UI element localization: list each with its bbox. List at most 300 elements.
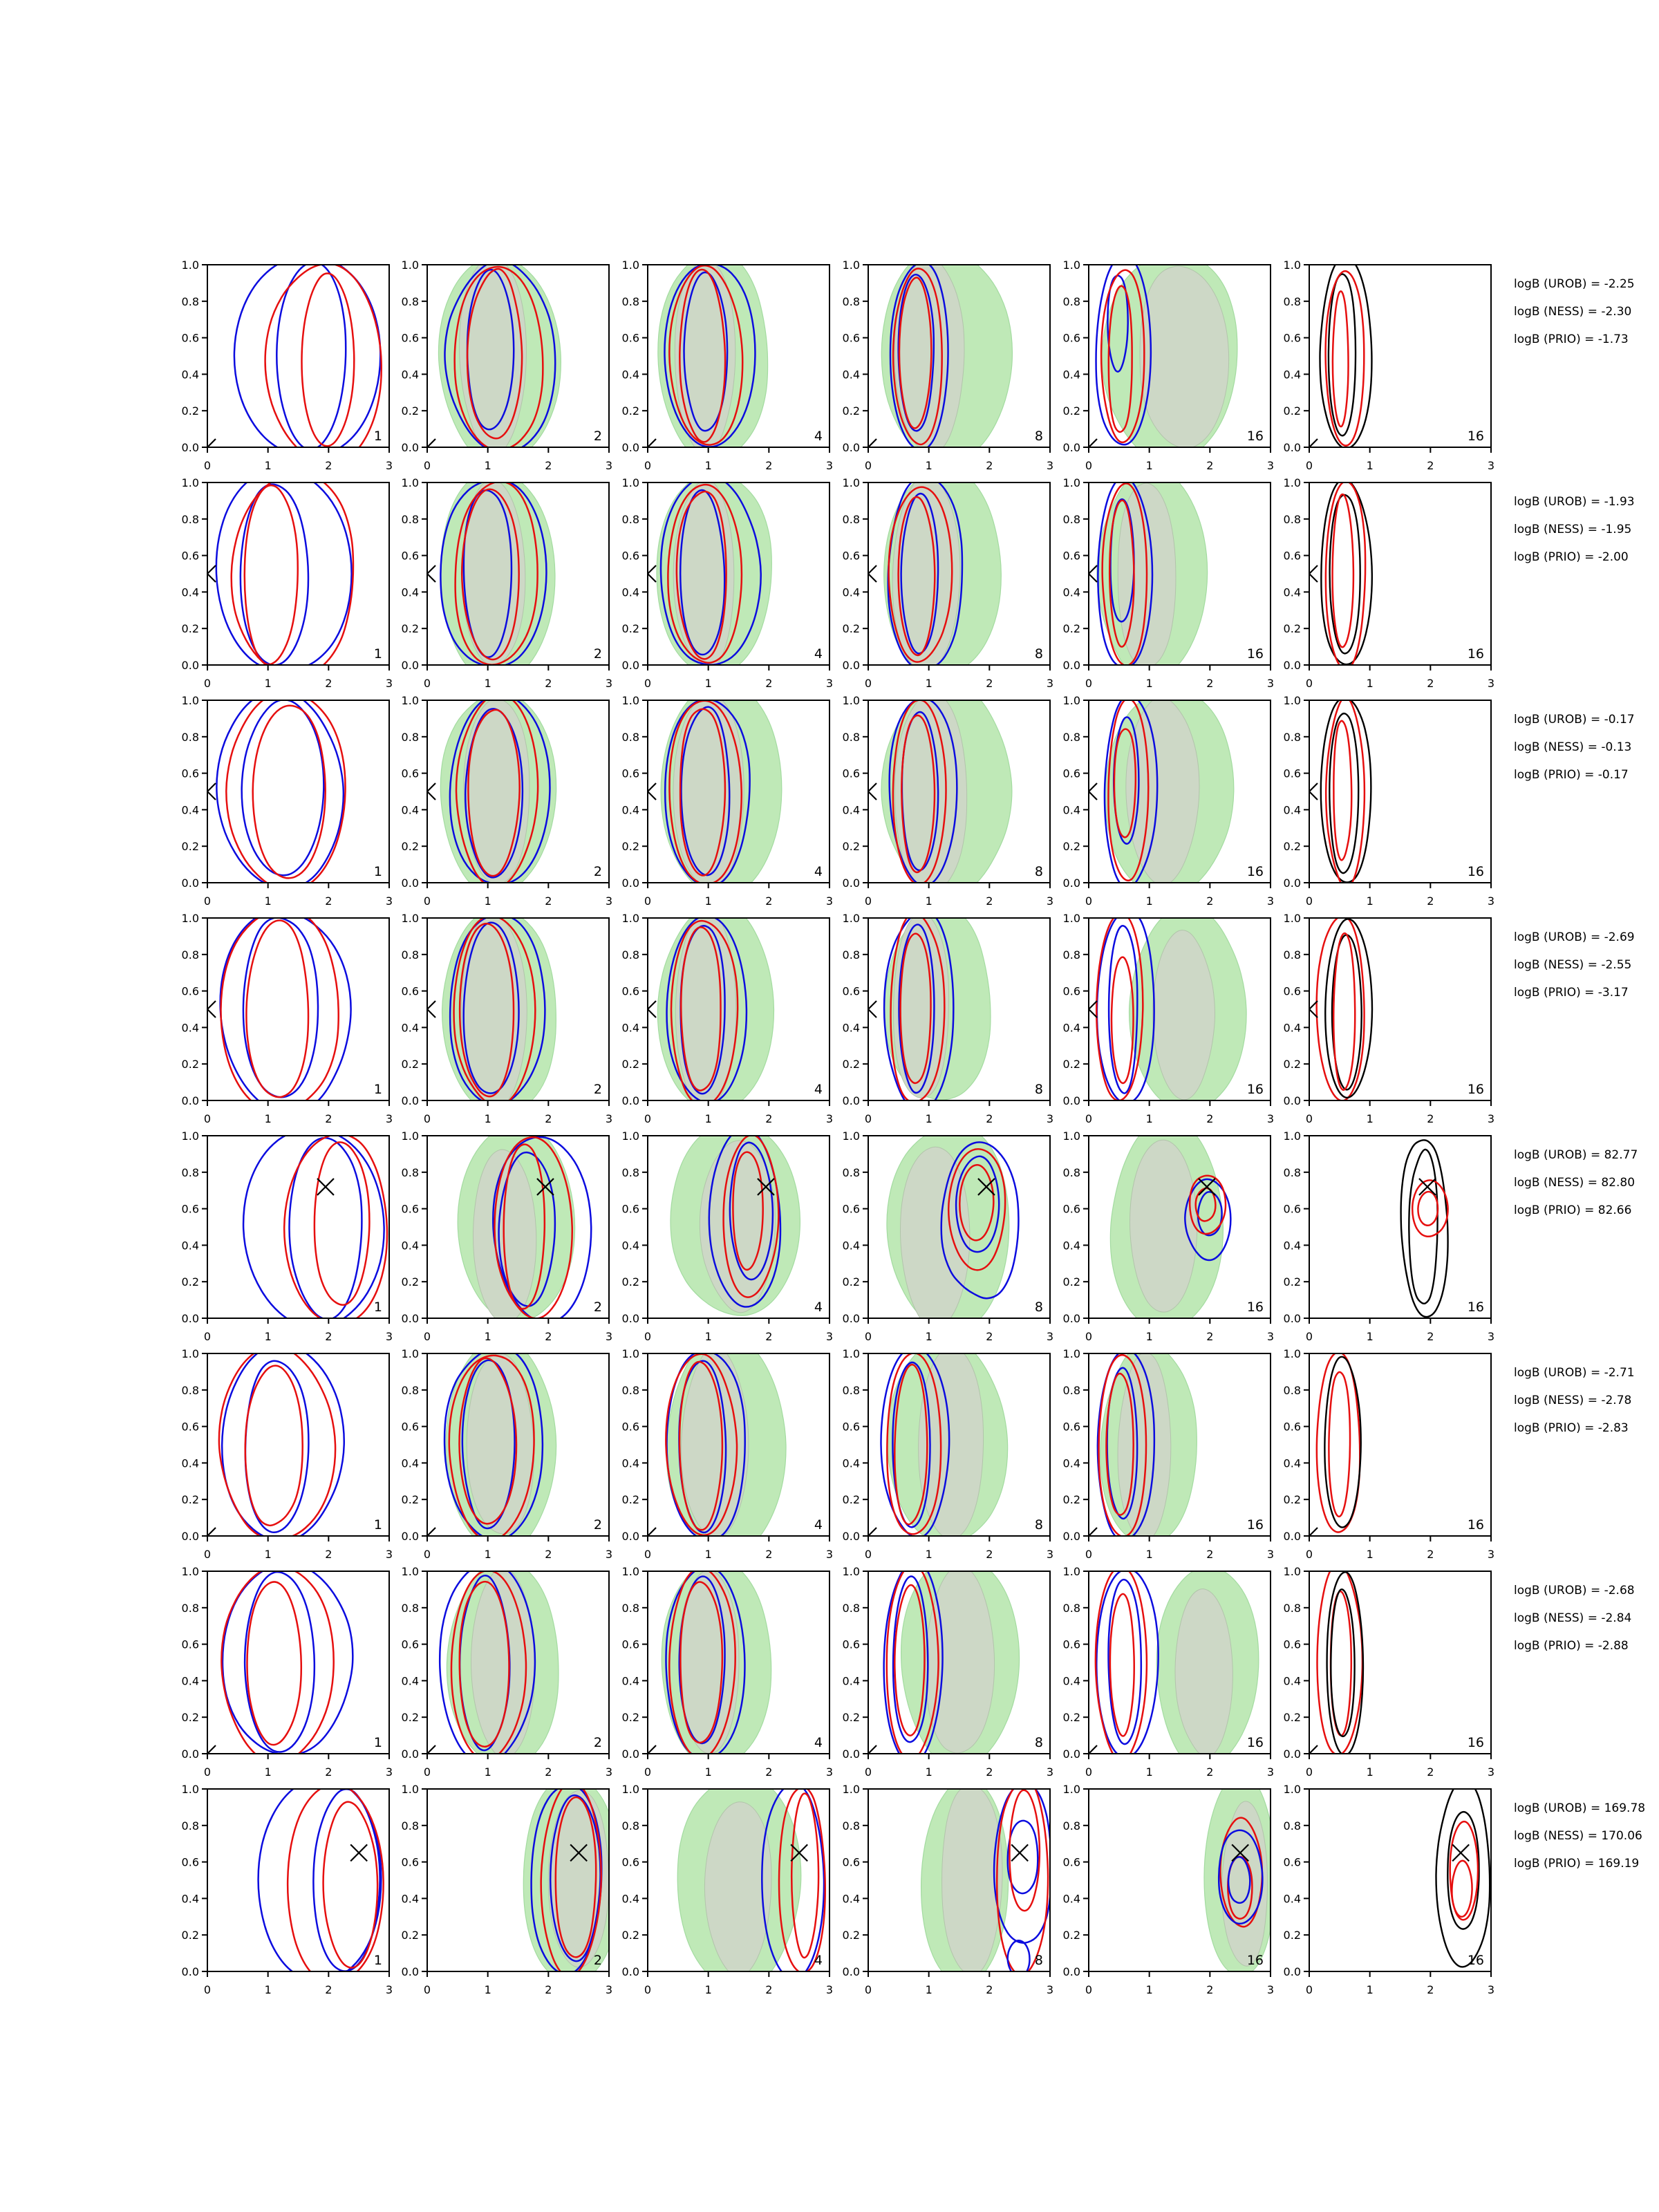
y-tick-label: 0.6 — [1062, 1202, 1080, 1216]
column-count-label: 2 — [593, 1953, 602, 1968]
y-tick-label: 0.2 — [842, 1275, 860, 1289]
subplot-r3c2 — [387, 691, 620, 916]
x-tick-label: 1 — [704, 1983, 712, 1996]
contour-red — [1329, 1372, 1350, 1517]
logb-line: logB (PRIO) = -0.17 — [1514, 768, 1629, 782]
x-tick-label: 3 — [1266, 677, 1275, 690]
column-count-label: 16 — [1467, 429, 1484, 444]
y-tick-label: 0.4 — [1283, 1674, 1301, 1688]
x-tick-label: 1 — [925, 894, 932, 908]
x-tick-label: 0 — [203, 1765, 212, 1779]
y-tick-label: 0.0 — [181, 877, 199, 890]
logb-line: logB (NESS) = 170.06 — [1514, 1829, 1642, 1843]
y-tick-label: 0.6 — [401, 1638, 419, 1651]
x-tick-label: 2 — [1206, 1983, 1214, 1996]
y-tick-label: 0.6 — [1283, 1202, 1301, 1216]
x-tick-label: 3 — [1046, 1983, 1054, 1996]
y-tick-label: 1.0 — [1062, 1783, 1080, 1796]
column-count-label: 16 — [1246, 429, 1264, 444]
column-count-label: 16 — [1467, 1082, 1484, 1097]
y-tick-label: 1.0 — [621, 1783, 639, 1796]
x-tick-label: 1 — [264, 1330, 272, 1343]
subplot-r5c4 — [825, 1126, 1061, 1351]
x-tick-label: 2 — [545, 1112, 552, 1125]
x-tick-label: 2 — [765, 677, 773, 690]
y-tick-label: 0.6 — [842, 1420, 860, 1434]
y-tick-label: 0.2 — [181, 1493, 199, 1507]
subplot-r2c3 — [605, 473, 841, 698]
contour-red — [1418, 1192, 1438, 1226]
x-tick-label: 0 — [203, 1548, 212, 1561]
y-tick-label: 0.0 — [401, 1965, 419, 1978]
subplot-r4c4 — [825, 908, 1061, 1134]
y-tick-label: 0.8 — [842, 1165, 860, 1179]
y-tick-label: 0.2 — [181, 840, 199, 854]
logb-line: logB (PRIO) = 169.19 — [1514, 1857, 1640, 1871]
y-tick-label: 0.8 — [1283, 1165, 1301, 1179]
x-tick-label: 0 — [203, 1112, 212, 1125]
x-tick-label: 2 — [765, 894, 773, 908]
y-tick-label: 1.0 — [1283, 912, 1301, 925]
y-tick-label: 0.8 — [1283, 1383, 1301, 1397]
x-tick-label: 2 — [545, 1765, 552, 1779]
y-tick-label: 0.8 — [401, 948, 419, 962]
credible-band-inner — [673, 695, 744, 889]
x-tick-label: 2 — [325, 1548, 332, 1561]
x-tick-label: 3 — [385, 677, 393, 690]
y-tick-label: 0.4 — [1283, 585, 1301, 599]
x-tick-label: 3 — [385, 1765, 393, 1779]
logb-line: logB (UROB) = -1.93 — [1514, 495, 1635, 509]
column-count-label: 1 — [373, 1300, 382, 1315]
y-tick-label: 0.0 — [181, 1530, 199, 1543]
y-tick-label: 0.0 — [181, 1094, 199, 1107]
y-tick-label: 0.2 — [1283, 622, 1301, 636]
y-tick-label: 0.2 — [842, 1058, 860, 1071]
y-tick-label: 0.6 — [842, 1638, 860, 1651]
subplot-r7c2 — [387, 1562, 620, 1787]
y-tick-label: 0.0 — [621, 1530, 639, 1543]
y-tick-label: 0.2 — [401, 622, 419, 636]
y-tick-label: 1.0 — [181, 476, 199, 489]
contour-blue — [242, 700, 324, 875]
y-tick-label: 0.0 — [1062, 659, 1080, 672]
column-count-label: 4 — [814, 1953, 823, 1968]
x-tick-label: 3 — [1046, 1330, 1054, 1343]
y-tick-label: 0.0 — [181, 1965, 199, 1978]
truth-marker-x — [317, 1179, 334, 1195]
logb-line: logB (NESS) = -2.30 — [1514, 305, 1632, 319]
subplot-r2c4 — [825, 473, 1061, 698]
contour-red — [1333, 933, 1355, 1090]
y-tick-label: 0.6 — [1062, 331, 1080, 345]
y-tick-label: 0.4 — [621, 1021, 639, 1035]
x-tick-label: 3 — [825, 1112, 834, 1125]
y-tick-label: 0.8 — [1062, 948, 1080, 962]
y-tick-label: 0.2 — [1062, 1275, 1080, 1289]
x-tick-label: 0 — [1085, 1330, 1093, 1343]
y-tick-label: 0.2 — [181, 1275, 199, 1289]
subplot-r5c5 — [1046, 1126, 1282, 1351]
logb-line: logB (NESS) = -1.95 — [1514, 523, 1632, 536]
subplot-r1c3 — [605, 255, 841, 480]
logb-line: logB (PRIO) = -2.83 — [1514, 1421, 1629, 1435]
y-tick-label: 0.2 — [401, 1493, 419, 1507]
x-tick-label: 2 — [1427, 1983, 1434, 1996]
column-count-label: 16 — [1246, 864, 1264, 879]
y-tick-label: 0.4 — [842, 1456, 860, 1470]
x-tick-label: 3 — [825, 1330, 834, 1343]
contour-blue — [222, 1344, 344, 1541]
x-tick-label: 1 — [1145, 1112, 1153, 1125]
y-tick-label: 0.4 — [621, 585, 639, 599]
column-count-label: 4 — [814, 1735, 823, 1750]
y-tick-label: 0.2 — [1283, 1058, 1301, 1071]
column-count-label: 4 — [814, 1300, 823, 1315]
x-tick-label: 1 — [1366, 894, 1374, 908]
x-tick-label: 0 — [644, 1548, 652, 1561]
x-tick-label: 0 — [423, 677, 431, 690]
y-tick-label: 0.2 — [621, 840, 639, 854]
logb-values-row-6 — [1514, 1359, 1635, 1442]
y-tick-label: 0.8 — [621, 512, 639, 526]
x-tick-label: 0 — [644, 1765, 652, 1779]
y-tick-label: 0.6 — [401, 331, 419, 345]
x-tick-label: 2 — [765, 1983, 773, 1996]
y-tick-label: 0.6 — [181, 767, 199, 780]
y-tick-label: 0.2 — [1062, 1711, 1080, 1725]
column-count-label: 16 — [1246, 1517, 1264, 1533]
x-tick-label: 0 — [1085, 1112, 1093, 1125]
contour-red — [221, 909, 338, 1112]
y-tick-label: 0.2 — [1283, 840, 1301, 854]
x-tick-label: 1 — [264, 1112, 272, 1125]
y-tick-label: 0.0 — [1283, 1747, 1301, 1761]
y-tick-label: 0.0 — [842, 441, 860, 454]
y-tick-label: 0.4 — [181, 1674, 199, 1688]
column-count-label: 16 — [1246, 1735, 1264, 1750]
subplot-r5c1 — [167, 1126, 400, 1351]
y-tick-label: 0.0 — [401, 877, 419, 890]
y-tick-label: 0.2 — [401, 1275, 419, 1289]
x-tick-label: 3 — [605, 1765, 613, 1779]
x-tick-label: 0 — [1305, 1112, 1313, 1125]
y-tick-label: 0.6 — [621, 984, 639, 998]
y-tick-label: 1.0 — [1062, 1565, 1080, 1578]
y-tick-label: 0.4 — [1062, 368, 1080, 382]
x-tick-label: 0 — [864, 1548, 872, 1561]
contour-red — [1333, 291, 1349, 427]
subplot-r6c4 — [825, 1344, 1061, 1569]
x-tick-label: 2 — [765, 1548, 773, 1561]
y-tick-label: 0.8 — [621, 294, 639, 308]
y-tick-label: 0.8 — [401, 512, 419, 526]
contour-red — [324, 1802, 378, 1968]
y-tick-label: 0.6 — [621, 1638, 639, 1651]
y-tick-label: 0.4 — [1283, 1892, 1301, 1906]
y-tick-label: 0.4 — [842, 368, 860, 382]
y-tick-label: 0.6 — [401, 549, 419, 563]
x-tick-label: 0 — [1085, 459, 1093, 472]
logb-line: logB (UROB) = -2.68 — [1514, 1584, 1635, 1597]
x-tick-label: 3 — [1487, 1112, 1495, 1125]
y-tick-label: 0.6 — [401, 767, 419, 780]
x-tick-label: 3 — [1046, 1765, 1054, 1779]
y-tick-label: 0.8 — [1062, 1819, 1080, 1833]
y-tick-label: 0.6 — [1283, 331, 1301, 345]
y-tick-label: 0.4 — [181, 803, 199, 817]
y-tick-label: 0.0 — [842, 1312, 860, 1325]
y-tick-label: 1.0 — [842, 259, 860, 272]
x-tick-label: 0 — [1085, 894, 1093, 908]
y-tick-label: 0.6 — [401, 984, 419, 998]
y-tick-label: 0.6 — [1062, 549, 1080, 563]
x-tick-label: 1 — [1145, 1765, 1153, 1779]
x-tick-label: 3 — [605, 677, 613, 690]
subplot-r4c1 — [167, 908, 400, 1134]
y-tick-label: 0.0 — [401, 659, 419, 672]
subplot-r7c4 — [825, 1562, 1061, 1787]
y-tick-label: 0.6 — [1062, 767, 1080, 780]
y-tick-label: 1.0 — [401, 694, 419, 707]
y-tick-label: 0.6 — [842, 331, 860, 345]
x-tick-label: 3 — [385, 894, 393, 908]
contour-red — [1110, 1594, 1134, 1736]
y-tick-label: 1.0 — [401, 259, 419, 272]
x-tick-label: 0 — [644, 1330, 652, 1343]
y-tick-label: 0.0 — [1062, 1530, 1080, 1543]
y-tick-label: 0.4 — [1283, 1021, 1301, 1035]
y-tick-label: 0.4 — [401, 1892, 419, 1906]
y-tick-label: 0.4 — [1283, 803, 1301, 817]
column-count-label: 1 — [373, 429, 382, 444]
y-tick-label: 0.0 — [1283, 441, 1301, 454]
subplot-r3c6 — [1266, 691, 1502, 916]
x-tick-label: 2 — [1427, 677, 1434, 690]
x-tick-label: 2 — [1206, 677, 1214, 690]
x-tick-label: 2 — [986, 1112, 993, 1125]
y-tick-label: 0.6 — [621, 549, 639, 563]
y-tick-label: 0.8 — [842, 730, 860, 744]
y-tick-label: 0.8 — [1062, 294, 1080, 308]
subplot-r8c1 — [167, 1779, 400, 2005]
y-tick-label: 1.0 — [401, 1347, 419, 1360]
x-tick-label: 3 — [605, 1112, 613, 1125]
logb-line: logB (UROB) = -2.25 — [1514, 277, 1635, 291]
y-tick-label: 0.4 — [401, 803, 419, 817]
x-tick-label: 3 — [825, 677, 834, 690]
x-tick-label: 2 — [986, 459, 993, 472]
y-tick-label: 0.4 — [1283, 368, 1301, 382]
contour-blue — [221, 911, 351, 1114]
y-tick-label: 1.0 — [401, 912, 419, 925]
subplot-r2c1 — [167, 473, 400, 698]
y-tick-label: 0.6 — [1283, 767, 1301, 780]
y-tick-label: 0.0 — [842, 1965, 860, 1978]
y-tick-label: 0.6 — [1283, 1638, 1301, 1651]
y-tick-label: 0.8 — [1062, 1383, 1080, 1397]
y-tick-label: 0.2 — [842, 404, 860, 418]
subplot-r7c5 — [1046, 1562, 1282, 1787]
y-tick-label: 0.2 — [181, 1058, 199, 1071]
x-tick-label: 1 — [1145, 894, 1153, 908]
y-tick-label: 0.6 — [181, 1420, 199, 1434]
subplot-r3c1 — [167, 691, 400, 916]
y-tick-label: 0.2 — [1062, 1929, 1080, 1942]
contour-red — [1452, 1861, 1472, 1917]
y-tick-label: 0.4 — [401, 1674, 419, 1688]
column-count-label: 8 — [1034, 1735, 1043, 1750]
y-tick-label: 1.0 — [1062, 259, 1080, 272]
logb-line: logB (PRIO) = -3.17 — [1514, 986, 1629, 1000]
y-tick-label: 0.4 — [401, 1239, 419, 1253]
subplot-r1c4 — [825, 255, 1061, 480]
logb-line: logB (UROB) = -2.69 — [1514, 930, 1635, 944]
y-tick-label: 0.0 — [621, 1747, 639, 1761]
x-tick-label: 2 — [1206, 459, 1214, 472]
y-tick-label: 0.4 — [621, 1456, 639, 1470]
subplot-r4c2 — [387, 908, 620, 1134]
x-tick-label: 2 — [545, 677, 552, 690]
y-tick-label: 0.4 — [181, 1456, 199, 1470]
y-tick-label: 1.0 — [842, 912, 860, 925]
y-tick-label: 0.8 — [842, 1601, 860, 1615]
y-tick-label: 0.4 — [842, 585, 860, 599]
x-tick-label: 3 — [1266, 1983, 1275, 1996]
credible-band-inner — [919, 1347, 984, 1539]
y-tick-label: 0.0 — [1283, 1530, 1301, 1543]
y-tick-label: 0.8 — [1283, 948, 1301, 962]
y-tick-label: 0.2 — [1062, 404, 1080, 418]
x-tick-label: 1 — [925, 1548, 932, 1561]
y-tick-label: 0.6 — [181, 1202, 199, 1216]
x-tick-label: 1 — [1366, 1330, 1374, 1343]
y-tick-label: 0.0 — [181, 1312, 199, 1325]
y-tick-label: 0.6 — [1283, 1420, 1301, 1434]
x-tick-label: 2 — [1427, 1112, 1434, 1125]
column-count-label: 4 — [814, 1517, 823, 1533]
y-tick-label: 0.2 — [1062, 622, 1080, 636]
y-tick-label: 0.6 — [621, 1420, 639, 1434]
contour-blue — [234, 256, 380, 456]
x-tick-label: 0 — [864, 1112, 872, 1125]
x-tick-label: 0 — [644, 1983, 652, 1996]
subplot-r2c5 — [1046, 473, 1282, 698]
y-tick-label: 0.0 — [1062, 1965, 1080, 1978]
x-tick-label: 2 — [1427, 1330, 1434, 1343]
y-tick-label: 0.8 — [621, 1601, 639, 1615]
x-tick-label: 0 — [644, 894, 652, 908]
subplot-r7c3 — [605, 1562, 841, 1787]
x-tick-label: 2 — [325, 894, 332, 908]
y-tick-label: 0.4 — [621, 1674, 639, 1688]
y-tick-label: 1.0 — [842, 694, 860, 707]
y-tick-label: 0.6 — [621, 767, 639, 780]
y-tick-label: 0.0 — [1062, 1094, 1080, 1107]
x-tick-label: 2 — [986, 1548, 993, 1561]
x-tick-label: 1 — [1145, 1983, 1153, 1996]
y-tick-label: 1.0 — [1062, 912, 1080, 925]
y-tick-label: 1.0 — [1283, 1347, 1301, 1360]
y-tick-label: 0.0 — [181, 1747, 199, 1761]
x-tick-label: 2 — [765, 1765, 773, 1779]
column-count-label: 16 — [1246, 1300, 1264, 1315]
y-tick-label: 0.8 — [1283, 730, 1301, 744]
y-tick-label: 0.6 — [1062, 984, 1080, 998]
x-tick-label: 2 — [325, 677, 332, 690]
x-tick-label: 2 — [1427, 1765, 1434, 1779]
axes-spine — [1309, 1136, 1491, 1318]
column-count-label: 1 — [373, 1953, 382, 1968]
y-tick-label: 0.4 — [842, 1892, 860, 1906]
y-tick-label: 1.0 — [1283, 1565, 1301, 1578]
x-tick-label: 3 — [385, 1548, 393, 1561]
contour-blue — [216, 473, 352, 671]
y-tick-label: 0.8 — [1062, 730, 1080, 744]
credible-band-inner — [894, 913, 949, 1098]
subplot-r3c3 — [605, 691, 841, 916]
x-tick-label: 3 — [1487, 677, 1495, 690]
x-tick-label: 2 — [325, 459, 332, 472]
logb-line: logB (NESS) = -0.13 — [1514, 740, 1632, 754]
y-tick-label: 1.0 — [181, 1347, 199, 1360]
x-tick-label: 3 — [385, 1983, 393, 1996]
column-count-label: 16 — [1467, 646, 1484, 662]
contour-black — [1324, 1357, 1360, 1528]
x-tick-label: 3 — [385, 459, 393, 472]
y-tick-label: 0.4 — [1283, 1456, 1301, 1470]
column-count-label: 2 — [593, 1300, 602, 1315]
x-tick-label: 2 — [765, 459, 773, 472]
x-tick-label: 1 — [704, 1330, 712, 1343]
subplot-r7c1 — [167, 1562, 400, 1787]
y-tick-label: 0.6 — [181, 331, 199, 345]
logb-line: logB (UROB) = 169.78 — [1514, 1801, 1646, 1815]
x-tick-label: 1 — [1366, 1548, 1374, 1561]
y-tick-label: 0.2 — [1062, 840, 1080, 854]
x-tick-label: 1 — [704, 894, 712, 908]
y-tick-label: 0.6 — [1283, 1855, 1301, 1869]
contour-red — [226, 692, 345, 891]
y-tick-label: 1.0 — [1283, 694, 1301, 707]
y-tick-label: 0.4 — [842, 803, 860, 817]
y-tick-label: 0.2 — [621, 1929, 639, 1942]
x-tick-label: 1 — [925, 459, 932, 472]
y-tick-label: 0.8 — [1283, 1601, 1301, 1615]
y-tick-label: 1.0 — [401, 1783, 419, 1796]
y-tick-label: 0.2 — [1062, 1493, 1080, 1507]
x-tick-label: 1 — [484, 677, 491, 690]
credible-band-inner — [894, 258, 964, 454]
axes-spine — [207, 700, 389, 883]
x-tick-label: 3 — [1266, 1330, 1275, 1343]
subplot-r6c1 — [167, 1344, 400, 1569]
x-tick-label: 1 — [484, 1548, 491, 1561]
column-count-label: 16 — [1467, 1517, 1484, 1533]
column-count-label: 1 — [373, 1517, 382, 1533]
y-tick-label: 0.2 — [842, 1493, 860, 1507]
y-tick-label: 0.2 — [621, 1275, 639, 1289]
y-tick-label: 0.8 — [1283, 1819, 1301, 1833]
x-tick-label: 0 — [644, 677, 652, 690]
logb-line: logB (UROB) = 82.77 — [1514, 1148, 1638, 1162]
x-tick-label: 3 — [605, 1983, 613, 1996]
column-count-label: 4 — [814, 646, 823, 662]
x-tick-label: 2 — [1206, 1765, 1214, 1779]
x-tick-label: 1 — [484, 1983, 491, 1996]
column-count-label: 8 — [1034, 646, 1043, 662]
y-tick-label: 0.0 — [401, 1747, 419, 1761]
